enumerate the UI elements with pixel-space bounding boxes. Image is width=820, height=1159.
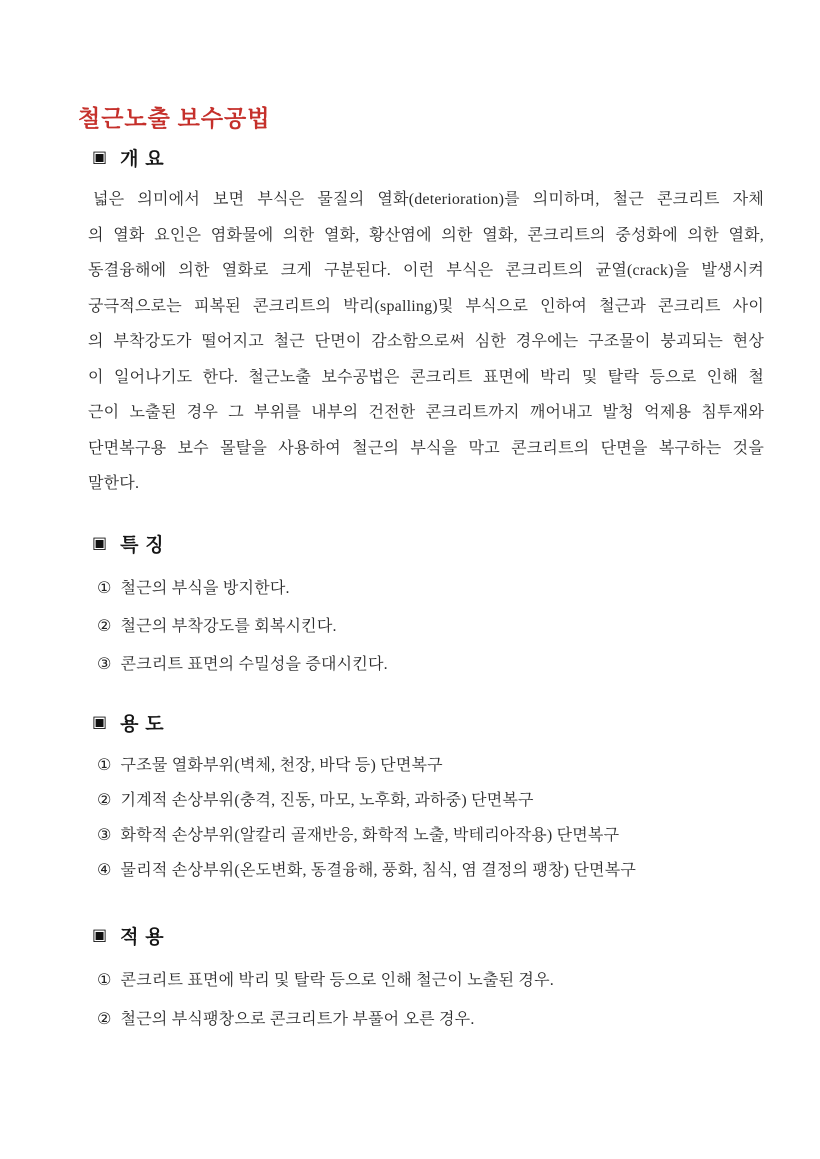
paragraph-line: 근이 노출된 경우 그 부위를 내부의 건전한 콘크리트까지 깨어내고 발청 억제용 침투재와 (88, 404, 764, 421)
paragraph-line: 넓은 의미에서 보면 부식은 물질의 열화(deterioration)를 의미하며, 철근 콘크리트 자체 (93, 191, 764, 208)
list-item (97, 645, 764, 683)
section-uses-label: 용 도 (120, 714, 165, 735)
features-list (88, 569, 764, 683)
list-item-text: 철근의 부식을 방지한다. (120, 580, 290, 597)
section-uses (88, 709, 764, 888)
list-item (97, 748, 764, 783)
list-item (97, 783, 764, 818)
list-item-text: 기계적 손상부위(충격, 진동, 마모, 노후화, 과하중) 단면복구 (120, 792, 534, 809)
list-item (97, 569, 764, 607)
circled-number-icon: ① (97, 970, 112, 989)
section-features (88, 530, 764, 683)
section-marker-icon: ▣ (92, 712, 109, 731)
paragraph-line: 단면복구용 보수 몰탈을 사용하여 철근의 부식을 막고 콘크리트의 단면을 복구하는 것을 (88, 439, 764, 457)
section-overview-label: 개 요 (120, 149, 165, 170)
circled-number-icon: ② (97, 616, 112, 635)
list-item (97, 853, 764, 888)
paragraph-line: 말한다. (88, 475, 140, 492)
section-marker-icon: ▣ (92, 147, 109, 166)
circled-number-icon: ③ (97, 654, 112, 673)
section-features-header (92, 530, 764, 557)
section-apply-label: 적 용 (120, 927, 165, 948)
list-item-text: 구조물 열화부위(벽체, 천장, 바닥 등) 단면복구 (120, 757, 443, 774)
list-item-text: 콘크리트 표면에 박리 및 탈락 등으로 인해 철근이 노출된 경우. (120, 972, 554, 989)
circled-number-icon: ② (97, 1009, 112, 1028)
circled-number-icon: ④ (97, 860, 112, 879)
circled-number-icon: ② (97, 790, 112, 809)
list-item-text: 화학적 손상부위(알칼리 골재반응, 화학적 노출, 박테리아작용) 단면복구 (120, 827, 620, 844)
circled-number-icon: ③ (97, 825, 112, 844)
section-marker-icon: ▣ (92, 533, 109, 552)
paragraph-line: 의 열화 요인은 염화물에 의한 열화, 황산염에 의한 열화, 콘크리트의 중성화에 의한 열화, (88, 226, 764, 244)
section-overview-header (92, 144, 764, 171)
list-item (97, 818, 764, 853)
apply-list (88, 961, 764, 1039)
list-item (97, 1000, 764, 1039)
section-overview (88, 144, 764, 502)
section-marker-icon: ▣ (92, 925, 109, 944)
list-item-text: 철근의 부식팽창으로 콘크리트가 부풀어 오른 경우. (120, 1011, 475, 1028)
page-title: 철근노출 보수공법 (78, 106, 271, 131)
section-uses-header (92, 709, 764, 736)
circled-number-icon: ① (97, 755, 112, 774)
paragraph-line: 동결융해에 의한 열화로 크게 구분된다. 이런 부식은 콘크리트의 균열(crack)을 발생시켜 (88, 262, 764, 279)
section-apply-header (92, 922, 764, 949)
list-item (97, 607, 764, 645)
section-features-label: 특 징 (120, 535, 165, 556)
list-item (97, 961, 764, 1000)
list-item-text: 물리적 손상부위(온도변화, 동결융해, 풍화, 침식, 염 결정의 팽창) 단면복구 (120, 862, 637, 879)
overview-paragraph (88, 182, 764, 502)
paragraph-line: 의 부착강도가 떨어지고 철근 단면이 감소함으로써 심한 경우에는 구조물이 붕괴되는 현상 (88, 333, 764, 350)
section-apply (88, 922, 764, 1039)
list-item-text: 콘크리트 표면의 수밀성을 증대시킨다. (120, 656, 388, 673)
list-item-text: 철근의 부착강도를 회복시킨다. (120, 618, 337, 635)
paragraph-line: 이 일어나기도 한다. 철근노출 보수공법은 콘크리트 표면에 박리 및 탈락 등으로 인해 철 (88, 368, 764, 386)
uses-list (88, 748, 764, 888)
circled-number-icon: ① (97, 578, 112, 597)
paragraph-line: 궁극적으로는 피복된 콘크리트의 박리(spalling)및 부식으로 인하여 철근과 콘크리트 사이 (88, 297, 764, 315)
